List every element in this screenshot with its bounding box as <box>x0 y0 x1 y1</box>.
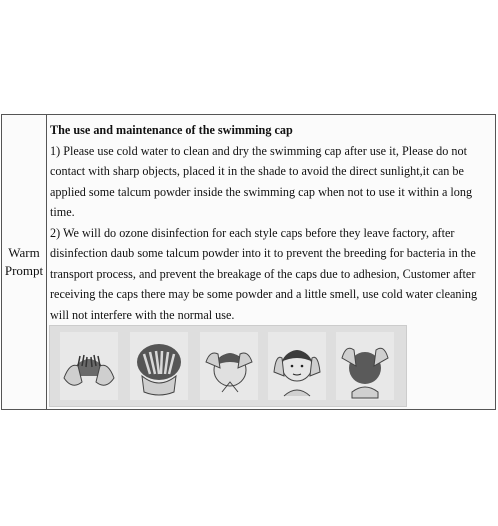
warm-prompt-table <box>1 114 496 410</box>
section-title: The use and maintenance of the swimming cap <box>50 123 293 137</box>
warm-label: Warm <box>8 245 40 260</box>
instruction-2: 2) We will do ozone disinfection for each style caps before they leave factory, after disinfection daub some talcum powder into it to prevent the breeding for bacteria in the transport process, and prevent the breakage of the caps due to adhesion, Customer after receiving the caps there may be some powder and a little smell, use cold water cleaning will not interfere with the normal use. <box>50 225 478 322</box>
step-1-stretch-cap-icon <box>60 332 118 400</box>
step-4-pull-cap-down-icon <box>268 332 326 400</box>
warm-prompt-label-cell <box>2 115 47 409</box>
step-3-place-cap-on-head-icon <box>200 332 258 400</box>
instruction-1: 1) Please use cold water to clean and dry the swimming cap after use it, Please do not contact with sharp objects, placed it in the shade to avoid the direct sunlight,it can be applied some talcum powder inside the swimming cap when not to use it within a long time. <box>50 143 473 219</box>
step-5-adjust-cap-icon <box>336 332 394 400</box>
swimming-cap-wearing-steps-illustration <box>49 325 407 407</box>
prompt-label: Prompt <box>4 263 44 278</box>
content-cell <box>47 115 495 409</box>
step-2-hands-inside-cap-icon <box>130 332 188 400</box>
